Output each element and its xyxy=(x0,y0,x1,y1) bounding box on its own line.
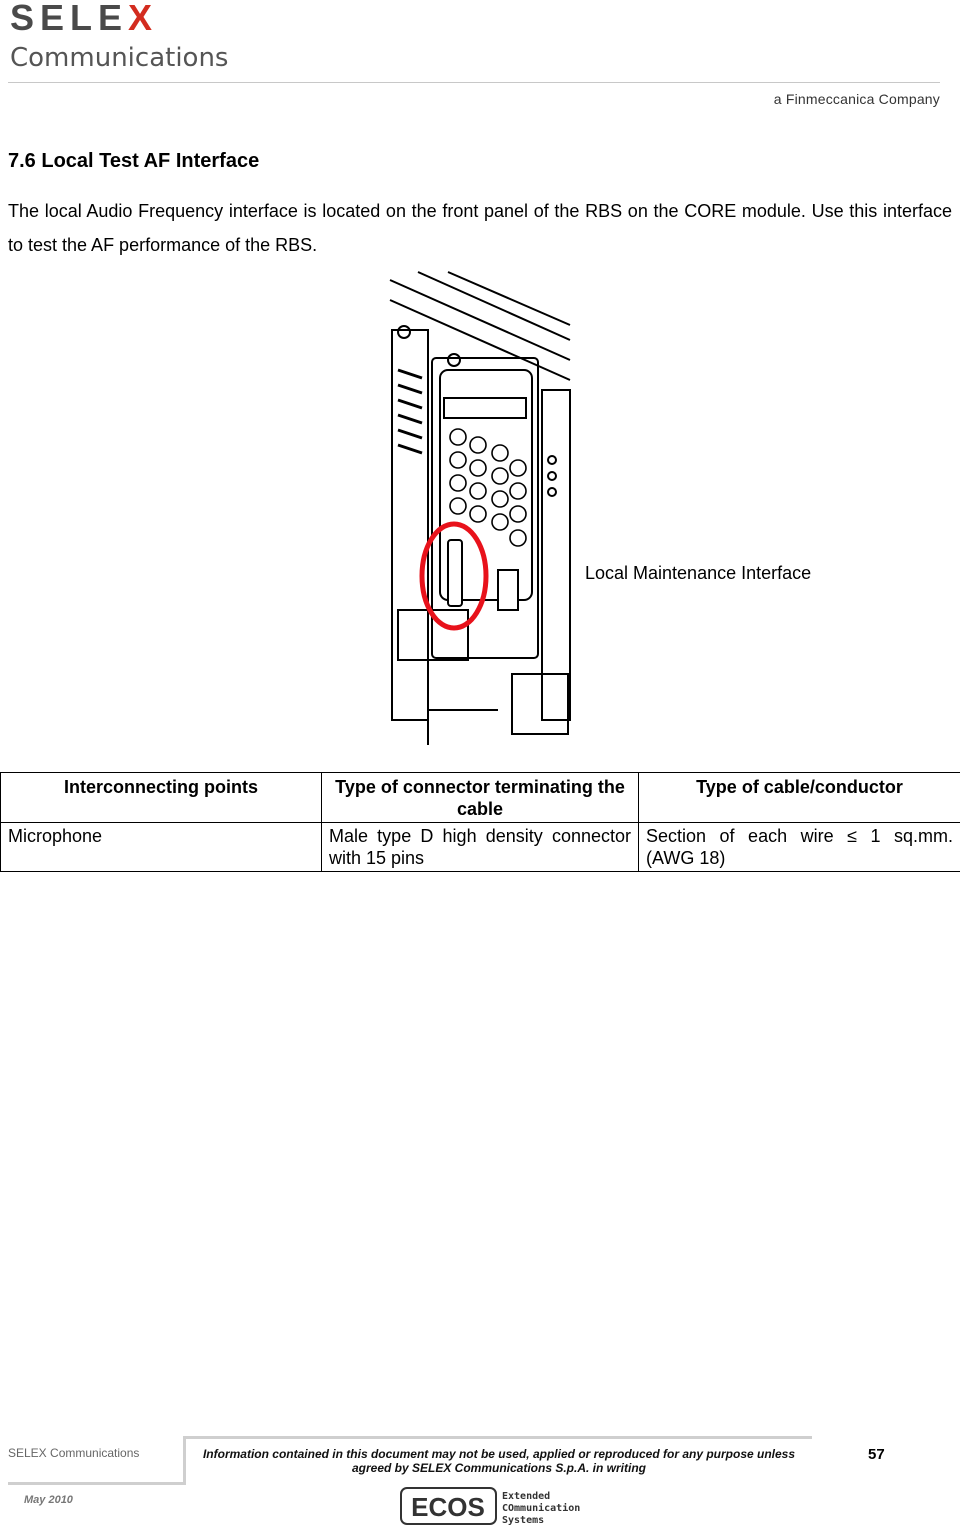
ecos-logo xyxy=(400,1487,590,1525)
interconnection-table xyxy=(0,772,960,872)
ecos-line: Extended xyxy=(502,1491,551,1502)
footer-notice: Information contained in this document may not be used, applied or reproduced for any purpose unless agreed by SELEX Communications S.p.A. in writing xyxy=(202,1447,796,1475)
section-paragraph: The local Audio Frequency interface is located on the front panel of the RBS on the CORE module. Use this interface to test the AF performance of the RBS. xyxy=(8,201,952,255)
footer-date: May 2010 xyxy=(24,1494,73,1506)
table-cell: Microphone xyxy=(1,823,322,872)
table-row xyxy=(1,823,960,872)
logo-word: SELEX xyxy=(10,0,159,38)
header-rule xyxy=(8,82,940,83)
ecos-logo-text: ECOS xyxy=(411,1492,485,1522)
footer-divider xyxy=(8,1482,186,1485)
page-number: 57 xyxy=(868,1446,885,1463)
footer-divider xyxy=(183,1436,186,1484)
footer-divider xyxy=(186,1436,812,1439)
ecos-line: Systems xyxy=(502,1515,545,1525)
table-cell: Male type D high density connector with 15 pins xyxy=(322,823,639,872)
ecos-line: COmmunication xyxy=(502,1503,581,1514)
table-header-cell: Type of cable/conductor xyxy=(639,773,960,823)
table-header-cell: Type of connector terminating the cable xyxy=(322,773,639,823)
table-header-row xyxy=(1,773,960,823)
company-tagline: a Finmeccanica Company xyxy=(773,91,940,107)
section-title: 7.6 Local Test AF Interface xyxy=(8,150,260,172)
table-header-cell: Interconnecting points xyxy=(1,773,322,823)
footer-company: SELEX Communications xyxy=(8,1446,140,1460)
table-cell: Section of each wire ≤ 1 sq.mm. (AWG 18) xyxy=(639,823,960,872)
rbs-front-panel-drawing xyxy=(388,270,572,748)
selex-communications-logo xyxy=(8,0,248,76)
figure-label: Local Maintenance Interface xyxy=(585,563,812,583)
logo-subtitle: Communications xyxy=(10,43,229,73)
